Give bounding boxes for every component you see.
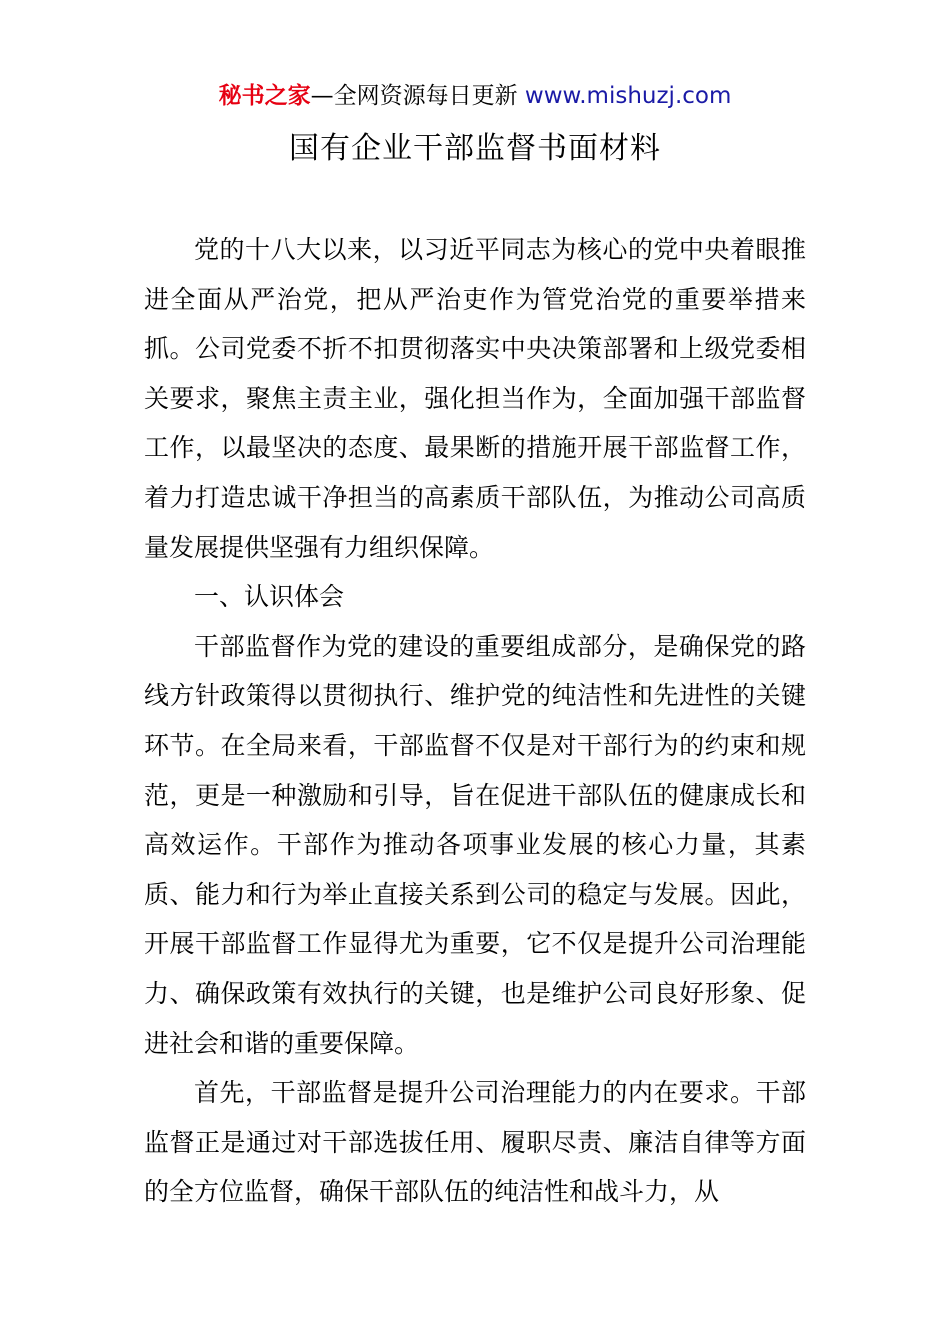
document-body xyxy=(144,225,806,1217)
section-heading-1: 一、认识体会 xyxy=(194,582,345,612)
document-title: 国有企业干部监督书面材料 xyxy=(289,131,661,166)
brand-name: 秘书之家 xyxy=(218,83,311,109)
paragraph-intro: 党的十八大以来，以习近平同志为核心的党中央着眼推进全面从严治党，把从严治吏作为管党治党的重要举措来抓。公司党委不折不扣贯彻落实中央决策部署和上级党委相关要求，聚焦主责主业，强化担当作为，全面加强干部监督工作，以最坚决的态度、最果断的措施开展干部监督工作，着力打造忠诚干净担当的高素质干部队伍，为推动公司高质量发展提供坚强有力组织保障。 xyxy=(144,235,806,562)
paragraph-understanding: 干部监督作为党的建设的重要组成部分，是确保党的路线方针政策得以贯彻执行、维护党的纯洁性和先进性的关键环节。在全局来看，干部监督不仅是对干部行为的约束和规范，更是一种激励和引导，旨在促进干部队伍的健康成长和高效运作。干部作为推动各项事业发展的核心力量，其素质、能力和行为举止直接关系到公司的稳定与发展。因此，开展干部监督工作显得尤为重要，它不仅是提升公司治理能力、确保政策有效执行的关键，也是维护公司良好形象、促进社会和谐的重要保障。 xyxy=(144,631,806,1058)
site-url-link[interactable]: www.mishuzj.com xyxy=(524,83,732,109)
site-header xyxy=(0,80,950,112)
paragraph-first-point: 首先，干部监督是提升公司治理能力的内在要求。干部监督正是通过对干部选拔任用、履职尽责、廉洁自律等方面的全方位监督，确保干部队伍的纯洁性和战斗力，从 xyxy=(144,1078,806,1207)
header-tagline: —全网资源每日更新 xyxy=(310,83,518,109)
